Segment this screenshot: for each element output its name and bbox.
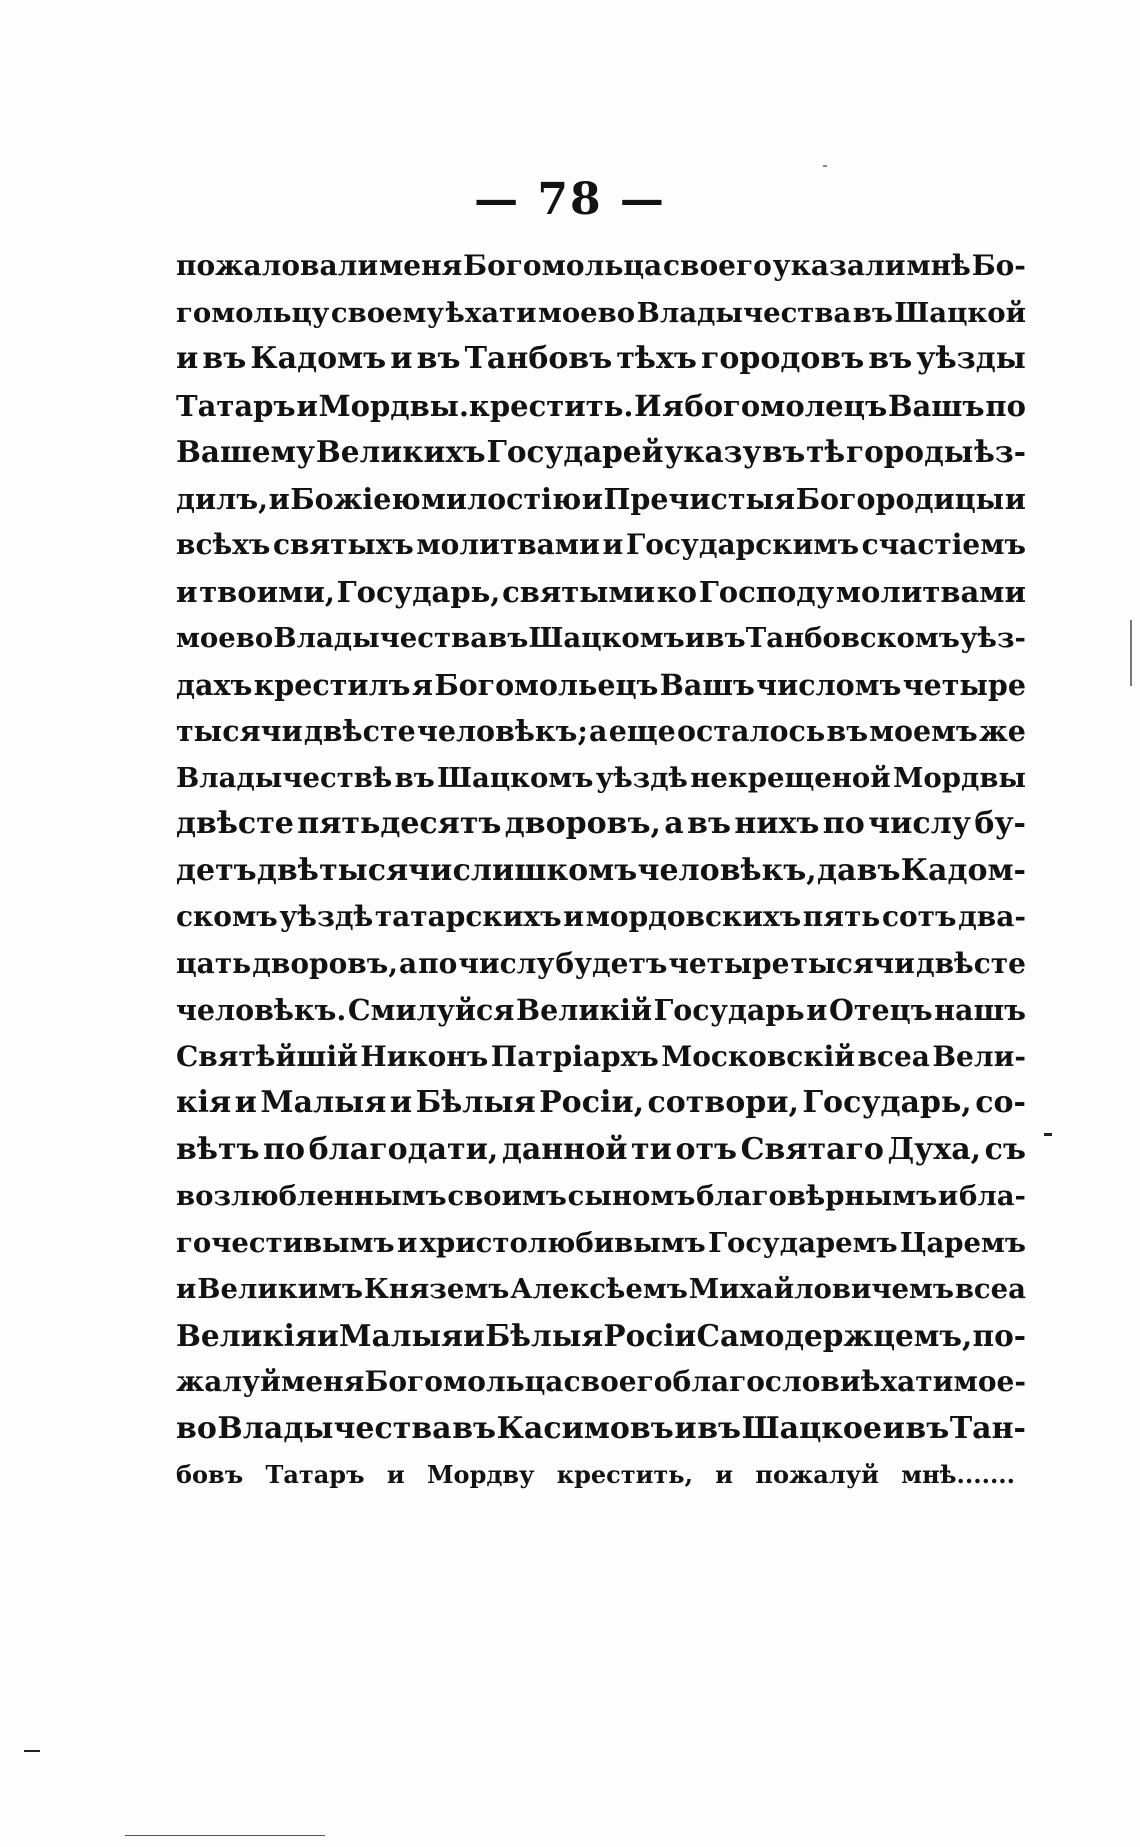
text-line: всѣхъ святыхъ молитвами и Государскимъ счастiемъ	[176, 528, 1026, 561]
text-line: и твоими, Государь, святыми ко Господу молитвами	[176, 574, 1026, 609]
text-line: вѣтъ по благодати, данной ти отъ Святаго Духа, съ	[176, 1131, 1026, 1167]
text-line: кiя и Малыя и Бѣлыя Росiи, сотвори, Государь, со-	[176, 1085, 1026, 1120]
text-line: бовъ Татаръ и Мордву крестить, и пожалуй мнѣ.......	[176, 1460, 1016, 1489]
text-line: Владычествѣ въ Шацкомъ уѣздѣ некрещеной Мордвы	[176, 761, 1026, 794]
text-line: человѣкъ. Смилуйся Великiй Государь и Отецъ нашъ	[176, 993, 1026, 1027]
text-line: дахъ крестилъ я Богомольецъ Вашъ числомъ четыре	[176, 667, 1026, 702]
text-line: Вашему Великихъ Государей указу въ тѣ городы ѣз-	[176, 434, 1026, 469]
text-line: Великiя и Малыя и Бѣлыя Росiи Самодержцемъ, по-	[176, 1317, 1026, 1353]
text-line: гомольцу своему ѣхати моево Владычества въ Шацкой	[176, 296, 1026, 329]
text-line: и Великимъ Княземъ Алексѣемъ Михайловичемъ всеа	[176, 1273, 1026, 1305]
margin-dash-mark	[1044, 1133, 1052, 1136]
bottom-rule-mark	[125, 1835, 325, 1836]
margin-dash-mark	[24, 1750, 40, 1752]
text-line: во Владычества въ Касимовъ и въ Шацкое и въ Тан-	[176, 1410, 1026, 1446]
text-line: возлюбленнымъ своимъ сыномъ благовѣрнымъ и бла-	[176, 1180, 1026, 1212]
margin-mark	[1130, 620, 1132, 686]
text-line: гочестивымъ и христолюбивымъ Государемъ Царемъ	[176, 1226, 1026, 1259]
text-line: моево Владычества въ Шацкомъ и въ Танбовскомъ уѣз-	[176, 622, 1026, 654]
text-line: пожаловали меня Богомольца своего указали мнѣ Бо-	[176, 249, 1026, 282]
text-line: скомъ уѣздѣ татарскихъ и мордовскихъ пять сотъ два-	[176, 900, 1026, 933]
text-line: дилъ, и Божiею милостiю и Пречистыя Богородицы и	[176, 481, 1026, 516]
text-line: цать дворовъ, а по числу будетъ четыре тысячи двѣсте	[176, 946, 1026, 980]
text-line: Святѣйшiй Никонъ Патрiархъ Московскiй всеа Вели-	[176, 1039, 1026, 1073]
text-line: Татаръ и Мордвы.крестить. И я богомолецъ Вашъ по	[176, 388, 1026, 423]
page-number: — 78 —	[474, 174, 666, 225]
text-line: детъ двѣ тысячи слишкомъ человѣкъ, да въ Кадом-	[176, 852, 1026, 888]
text-line: тысячи двѣсте человѣкъ; а еще осталось въ моемъ же	[176, 714, 1026, 748]
text-line: жалуй меня Богомольца своего благослови ѣхати мое-	[176, 1365, 1026, 1398]
ink-fleck	[823, 165, 827, 167]
body-text	[176, 243, 1026, 1499]
text-line: и въ Кадомъ и въ Танбовъ тѣхъ городовъ въ уѣзды	[176, 341, 1026, 376]
text-line: двѣсте пятьдесятъ дворовъ, а въ нихъ по числу бу-	[176, 806, 1026, 841]
